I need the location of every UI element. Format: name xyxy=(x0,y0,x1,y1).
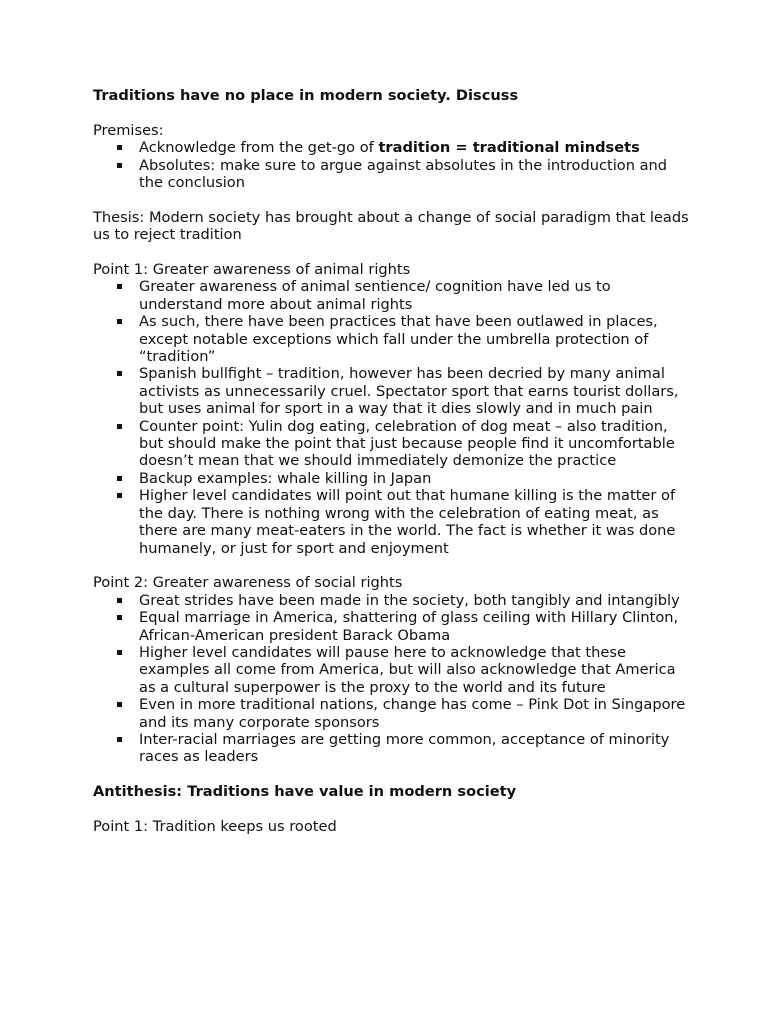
list-item: Higher level candidates will point out that humane killing is the matter of the day. There is nothing wrong with the celebration of eating meat, as there are many meat-eaters in the world. The fact is whether it was done humanely, or just for sport and enjoyment xyxy=(93,487,693,557)
list-item: Greater awareness of animal sentience/ cognition have led us to understand more about animal rights xyxy=(93,278,693,313)
list-item: Equal marriage in America, shattering of glass ceiling with Hillary Clinton, African-American president Barack Obama xyxy=(93,609,693,644)
list-item: Great strides have been made in the society, both tangibly and intangibly xyxy=(93,592,693,609)
list-item: Counter point: Yulin dog eating, celebration of dog meat – also tradition, but should make the point that just because people find it uncomfortable doesn’t mean that we should immediately demonize the practice xyxy=(93,418,693,470)
premises-list xyxy=(93,139,693,191)
list-item: Higher level candidates will pause here to acknowledge that these examples all come from America, but will also acknowledge that America as a cultural superpower is the proxy to the world and its future xyxy=(93,644,693,696)
list-item: Absolutes: make sure to argue against absolutes in the introduction and the conclusion xyxy=(93,157,693,192)
list-item: Even in more traditional nations, change has come – Pink Dot in Singapore and its many corporate sponsors xyxy=(93,696,693,731)
premise-bold-text: tradition = traditional mindsets xyxy=(378,139,640,157)
premises-label: Premises: xyxy=(93,121,164,139)
point2-heading: Point 2: Greater awareness of social rights xyxy=(93,574,403,592)
premise-text: Acknowledge from the get-go of xyxy=(139,139,379,157)
list-item: Inter-racial marriages are getting more common, acceptance of minority races as leaders xyxy=(93,731,693,766)
antithesis-point1-heading: Point 1: Tradition keeps us rooted xyxy=(93,817,337,835)
point1-list xyxy=(93,278,693,557)
list-item: Backup examples: whale killing in Japan xyxy=(93,470,693,487)
antithesis-heading: Antithesis: Traditions have value in modern society xyxy=(93,783,517,801)
document-title: Traditions have no place in modern society. Discuss xyxy=(93,87,519,104)
point2-list xyxy=(93,592,693,766)
list-item: As such, there have been practices that have been outlawed in places, except notable exceptions which fall under the umbrella protection of “tradition” xyxy=(93,313,693,365)
list-item: Spanish bullfight – tradition, however has been decried by many animal activists as unnecessarily cruel. Spectator sport that earns tourist dollars, but uses animal for sport in a way that it dies slowly and in much pain xyxy=(93,365,693,417)
point1-heading: Point 1: Greater awareness of animal rights xyxy=(93,261,411,279)
list-item xyxy=(93,139,693,156)
thesis-statement: Thesis: Modern society has brought about a change of social paradigm that leads us to reject tradition xyxy=(93,208,689,244)
document-body xyxy=(93,87,693,835)
